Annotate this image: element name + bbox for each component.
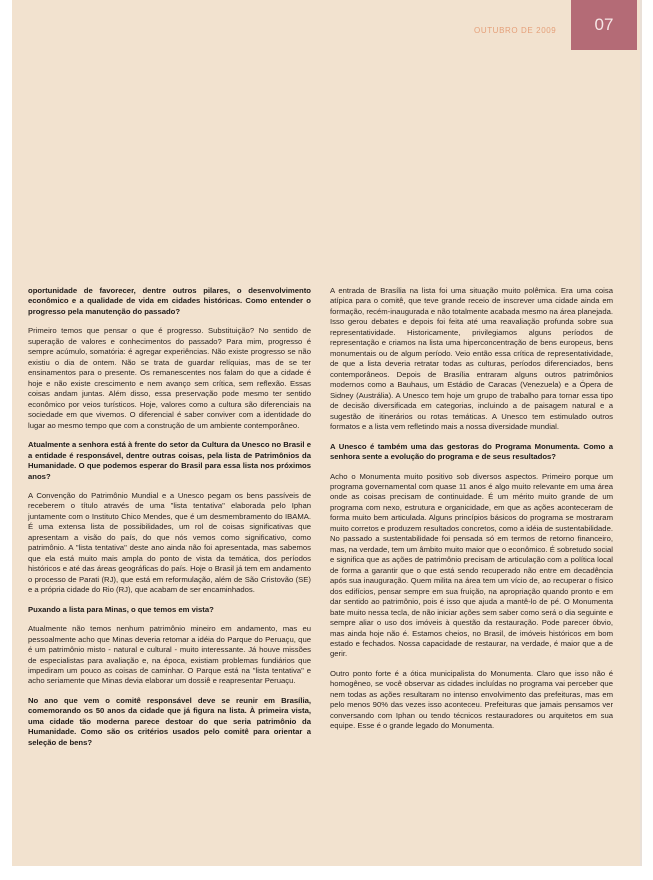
page-edge-divider [640,0,642,866]
answer-paragraph: Primeiro temos que pensar o que é progresso. Substituição? No sentido de superação de valores e conhecimentos do passado? Para mim, progresso é sempre acúmulo, somatória: é agregar experiências. Não existe progresso se não existiu o dia de ontem. Não se trata de guardar relíquias, mas de se ter ensinamentos para o presente. Os remanescentes nos falam do que a cidade é hoje e não existe crescimento e nem avanço sem crítica, sem reflexão. Essas coisas andam juntas. Além disso, essa preservação pode mesmo ter sentido econômico por veios turísticos. Hoje, valores como a cultura são diferenciais na sociedade em que vivemos. O diferencial é saber conviver com a identidade do lugar ao mesmo tempo que com a construção de um ambiente contemporâneo. [28,326,311,430]
question-paragraph: Atualmente a senhora está à frente do setor da Cultura da Unesco no Brasil e a entidade é responsável, dentre outras coisas, pela lista de Patrimônios da Humanidade. O que podemos esperar do Brasil para essa lista nos próximos anos? [28,440,311,481]
right-column [330,286,613,741]
header-date: OUTUBRO DE 2009 [474,26,557,35]
answer-paragraph: A Convenção do Patrimônio Mundial e a Unesco pegam os bens passíveis de receberem o título através de uma "lista tentativa" elaborada pelo Iphan juntamente com o Instituto Chico Mendes, que é um desmembramento do IBAMA. É uma extensa lista de possibilidades, um rol de coisas significativas que apresentam a visão do país, do que nós vemos como significativo, como patrimônio. A "lista tentativa" deste ano ainda não foi apresentada, mas sabemos que ela está muito mais ampla do ponto de vista da temática, dos períodos históricos e até das áreas geográficas do país. Hoje o Brasil já tem em andamento o processo de Parati (RJ), que está em reformulação, além de São Cristovão (SE) e a própria cidade do Rio (RJ), que acabam de ser encaminhados. [28,490,311,595]
question-paragraph: No ano que vem o comitê responsável deve se reunir em Brasília, comemorando os 50 anos da cidade que já figura na lista. À primeira vista, uma cidade tão moderna parece destoar do que seria patrimônio da Humanidade. Como são os critérios usados pelo comitê para orientar a seleção de bens? [28,695,311,747]
question-paragraph: Puxando a lista para Minas, o que temos em vista? [28,604,214,614]
answer-paragraph: Atualmente não temos nenhum patrimônio mineiro em andamento, mas eu pessoalmente acho que Minas deveria retomar a idéia do Parque do Peruaçu, que é um patrimônio misto - natural e cultural - muito interessante. Já houve missões de especialistas para avaliação e, na época, existiam problemas fundiários que impediram um pouco as coisas de caminhar. O Parque está na "lista tentativa" e acho seriamente que Minas devia elaborar um dossiê e reapresentar Peruaçu. [28,624,311,686]
answer-paragraph: Acho o Monumenta muito positivo sob diversos aspectos. Primeiro porque um programa governamental com quase 11 anos é algo muito relevante em uma área onde as coisas precisam de continuidade. É um mérito muito grande de um programa com nexo, estrutura e organicidade, em que as ações aconteceram de forma muito bem articulada. Alguns princípios básicos do programa se mostraram muito corretos e produzem resultados concretos, como a idéia de sustentabilidade. No passado a sustentabilidade foi pensada só em termos de retorno financeiro, mas, na verdade, tem um âmbito muito maior que o econômico. É sobretudo social e significa que as ações de patrimônio precisam de articulação com a política local de forma a garantir que o que está sendo recuperado não entre em decadência após sua inauguração. Quem milita na área tem um vício de, ao recuperar o físico dos edifícios, pensar sempre em sua fruição, na apropriação quando pronto e em dar sentido ao patrimônio, pois é isso que ajuda a mantê-lo de pé. O Monumenta bate muito nessa tecla, de não iniciar ações sem saber como será o dia seguinte e sempre aliar o uso dos imóveis à questão da restauração. Pode parecer óbvio, mas ainda hoje não é. Estamos cheios, no Brasil, de imóveis históricos em bom estado e fechados. Nossa capacidade de restaurar, na verdade, é maior que a de gerir. [330,471,613,659]
question-paragraph: oportunidade de favorecer, dentre outros pilares, o desenvolvimento econômico e a qualidade de vida em cidades históricas. Como entender o progresso pela manutenção do passado? [28,286,311,316]
question-paragraph: A Unesco é também uma das gestoras do Programa Monumenta. Como a senhora sente a evolução do programa e de seus resultados? [330,441,613,462]
page-number: 07 [594,15,614,34]
left-column [28,286,311,757]
answer-paragraph: A entrada de Brasília na lista foi uma situação muito polêmica. Era uma coisa atípica para o comitê, que teve grande receio de inscrever uma cidade ainda em formação, recém-inaugurada e não totalmente acabada mesmo na área planejada. Isso gerou debates e depois foi feita até uma reavaliação profunda sobre sua representatividade. Historicamente, privilegiamos alguns períodos de representação e criamos na lista uma hiperconcentração de bens europeus, bens monumentais ou de algum período. Veio então essa crítica de representatividade, de que a lista deveria retratar todas as culturas, períodos diferenciados, bens contemporâneos. Depois de Brasília entraram alguns outros patrimônios modernos como a Bauhaus, um Estádio de Caracas (Venezuela) e a Ópera de Sidney (Austrália). A Unesco tem hoje um grupo de trabalho para tornar essa tipo de decisão diversificada em categorias, incluindo a de paisagem natural e a sugestão de itinerários ou rotas temáticas. A Unesco tem estimulado outros formatos e a lista vem refletindo mais a nossa diversidade mundial. [330,286,613,432]
page-number-badge [571,0,637,50]
answer-paragraph: Outro ponto forte é a ótica municipalista do Monumenta. Claro que isso não é homogêneo, se você observar as cidades incluídas no programa vai perceber que nem todas as ações resultaram no intenso envolvimento das prefeituras, mas em pelo menos 90% das vezes isso aconteceu. Prefeituras que jamais pensamos ver conversando com Iphan ou tendo técnicos restauradores ou arquitetos em sua equipe. Esse é o grande legado do Monumenta. [330,668,613,731]
